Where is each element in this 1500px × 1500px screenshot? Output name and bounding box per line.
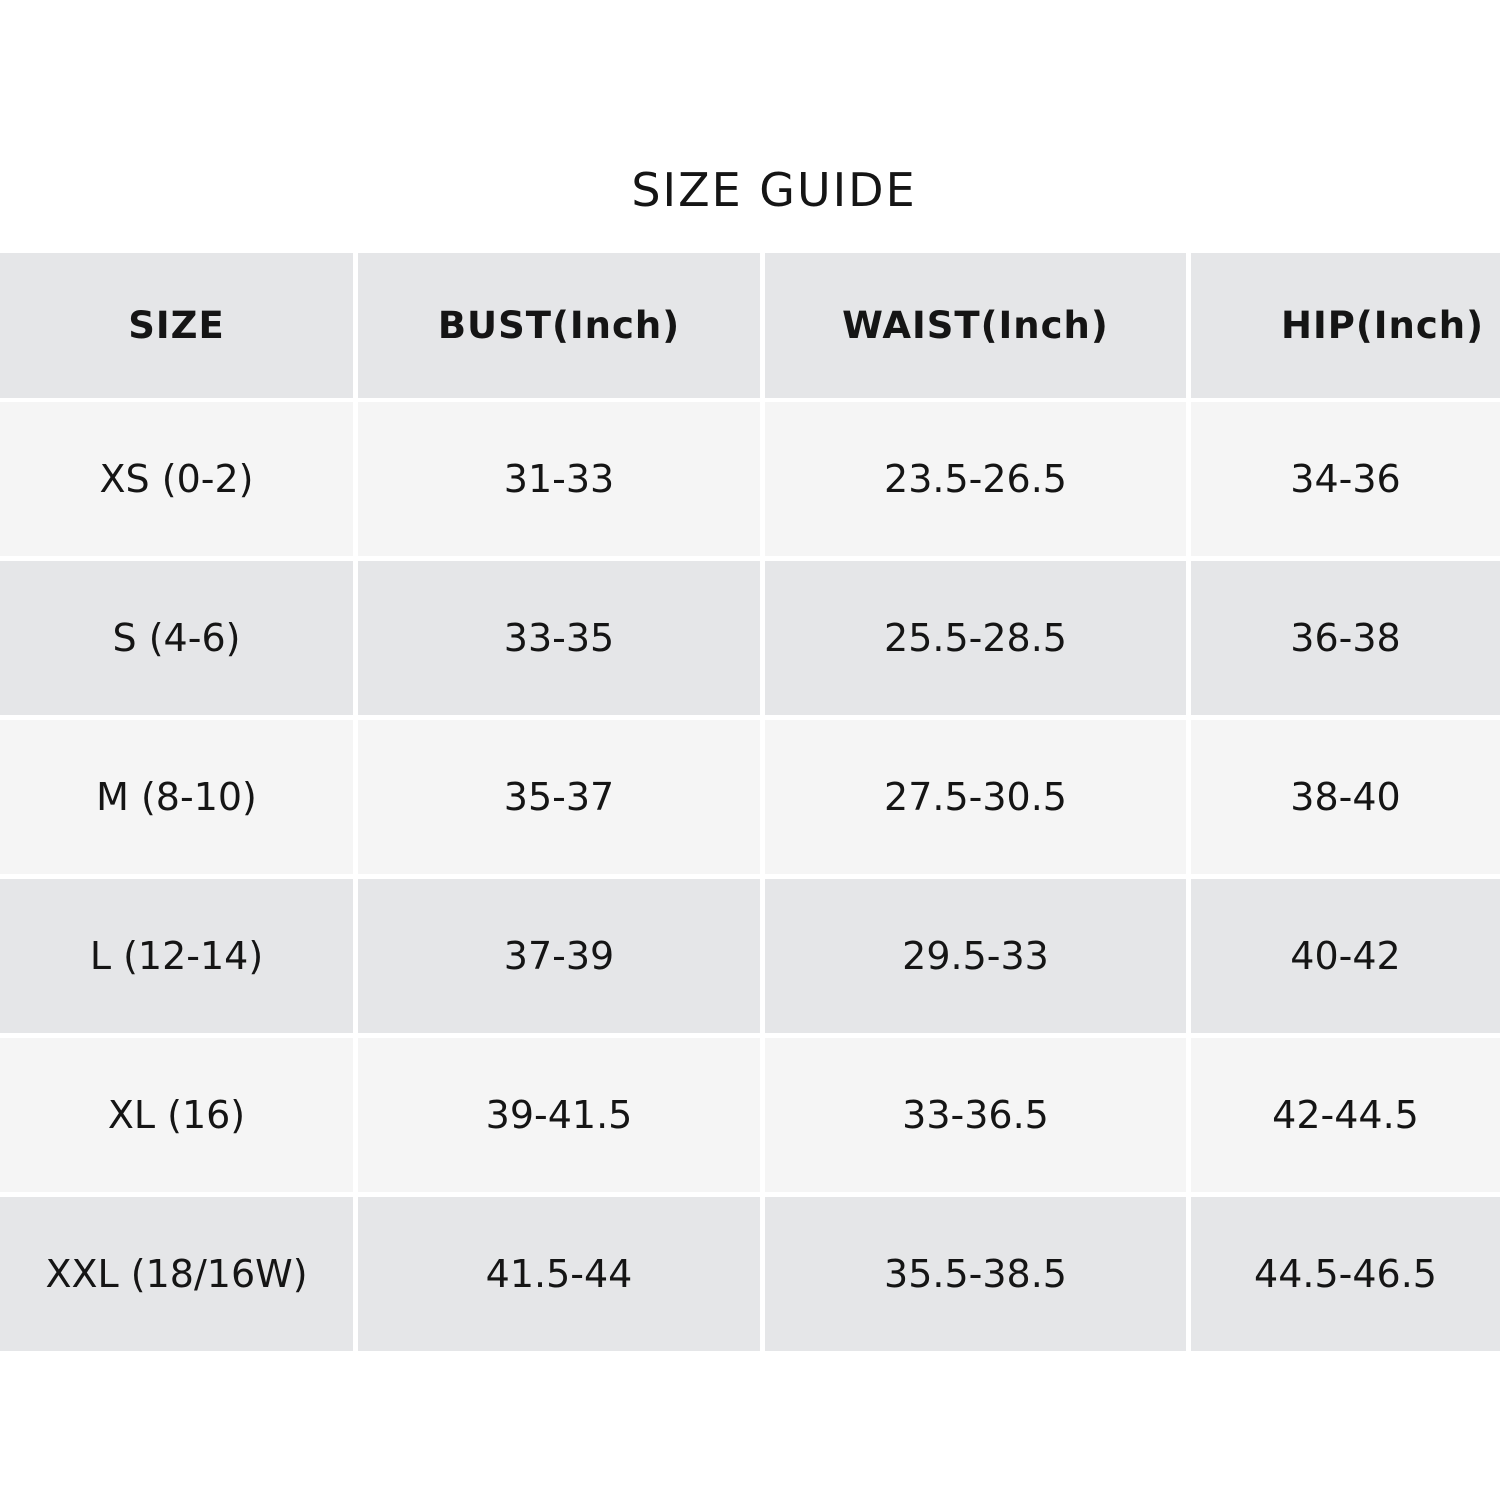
- waist-cell: 25.5-28.5: [765, 561, 1186, 715]
- hip-cell: 40-42: [1290, 934, 1401, 978]
- hip-cell-wrap: [1191, 402, 1500, 556]
- table-row: [0, 720, 1500, 874]
- hip-cell: 36-38: [1290, 616, 1401, 660]
- waist-cell: 23.5-26.5: [765, 402, 1186, 556]
- page-title: SIZE GUIDE: [631, 163, 917, 217]
- table-header-row: [0, 253, 1500, 398]
- size-cell: M (8-10): [0, 720, 353, 874]
- hip-cell-wrap: [1191, 1038, 1500, 1192]
- size-cell: XXL (18/16W): [0, 1197, 353, 1351]
- bust-cell: 33-35: [358, 561, 760, 715]
- size-cell: XS (0-2): [0, 402, 353, 556]
- size-cell: XL (16): [0, 1038, 353, 1192]
- table-row: [0, 1038, 1500, 1192]
- hip-cell: 34-36: [1290, 457, 1401, 501]
- bust-cell: 31-33: [358, 402, 760, 556]
- bust-cell: 39-41.5: [358, 1038, 760, 1192]
- bust-cell: 37-39: [358, 879, 760, 1033]
- size-table: [0, 253, 1500, 1351]
- waist-cell: 27.5-30.5: [765, 720, 1186, 874]
- size-cell: S (4-6): [0, 561, 353, 715]
- hip-cell: 38-40: [1290, 775, 1401, 819]
- table-row: [0, 879, 1500, 1033]
- hip-cell: 42-44.5: [1272, 1093, 1419, 1137]
- size-cell: L (12-14): [0, 879, 353, 1033]
- header-hip: HIP(Inch): [1191, 253, 1500, 398]
- waist-cell: 33-36.5: [765, 1038, 1186, 1192]
- waist-cell: 29.5-33: [765, 879, 1186, 1033]
- hip-cell-wrap: [1191, 561, 1500, 715]
- hip-cell-wrap: [1191, 1197, 1500, 1351]
- hip-cell-wrap: [1191, 879, 1500, 1033]
- header-size: SIZE: [0, 253, 353, 398]
- bust-cell: 35-37: [358, 720, 760, 874]
- table-row: [0, 402, 1500, 556]
- header-waist: WAIST(Inch): [765, 253, 1186, 398]
- waist-cell: 35.5-38.5: [765, 1197, 1186, 1351]
- hip-cell-wrap: [1191, 720, 1500, 874]
- bust-cell: 41.5-44: [358, 1197, 760, 1351]
- table-row: [0, 561, 1500, 715]
- header-bust: BUST(Inch): [358, 253, 760, 398]
- table-row: [0, 1197, 1500, 1351]
- hip-cell: 44.5-46.5: [1254, 1252, 1437, 1296]
